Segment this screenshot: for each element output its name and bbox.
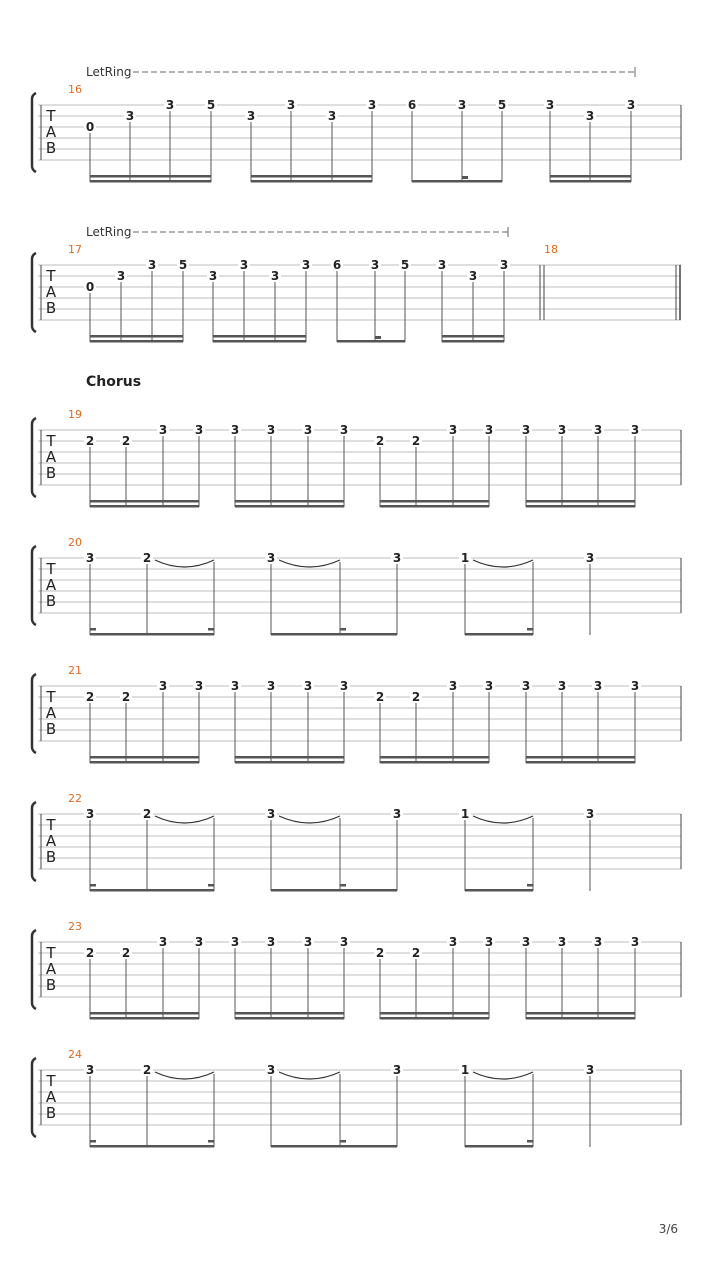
beam-stub	[208, 628, 214, 631]
beam	[550, 175, 631, 178]
beam	[90, 633, 214, 636]
tab-clef-letter: A	[45, 960, 57, 978]
fret-number: 3	[521, 935, 531, 949]
tab-clef-letter: B	[45, 848, 57, 866]
beam	[271, 1145, 397, 1148]
fret-number: 3	[585, 109, 595, 123]
tie-arc	[473, 816, 533, 823]
fret-number: 3	[339, 935, 349, 949]
fret-number: 2	[121, 690, 131, 704]
fret-number: 3	[270, 269, 280, 283]
fret-number: 3	[448, 679, 458, 693]
fret-number: 1	[460, 1063, 470, 1077]
tab-clef-letter: B	[45, 720, 57, 738]
fret-number: 3	[301, 258, 311, 272]
fret-number: 3	[593, 679, 603, 693]
fret-number: 5	[206, 98, 216, 112]
fret-number: 6	[407, 98, 417, 112]
fret-number: 3	[85, 551, 95, 565]
fret-number: 3	[593, 935, 603, 949]
fret-number: 3	[630, 679, 640, 693]
fret-number: 2	[121, 434, 131, 448]
measure-number: 21	[68, 664, 82, 677]
system-bracket	[32, 546, 36, 625]
beam	[235, 761, 344, 764]
beam	[526, 756, 635, 759]
fret-number: 2	[411, 690, 421, 704]
beam-stub	[340, 1140, 346, 1143]
tab-clef-letter: A	[45, 1088, 57, 1106]
beam	[90, 505, 199, 508]
fret-number: 2	[375, 946, 385, 960]
beam-stub	[527, 1140, 533, 1143]
tie-arc	[155, 1072, 214, 1079]
fret-number: 1	[460, 551, 470, 565]
beam	[90, 1012, 199, 1015]
beam-stub	[527, 884, 533, 887]
beam	[90, 1017, 199, 1020]
fret-number: 3	[266, 935, 276, 949]
fret-number: 3	[194, 935, 204, 949]
fret-number: 3	[521, 423, 531, 437]
fret-number: 3	[626, 98, 636, 112]
fret-number: 2	[142, 807, 152, 821]
tab-clef-letter: B	[45, 592, 57, 610]
fret-number: 2	[411, 434, 421, 448]
fret-number: 3	[367, 98, 377, 112]
beam-stub	[90, 1140, 96, 1143]
tab-clef-letter: A	[45, 832, 57, 850]
beam-stub	[527, 628, 533, 631]
tab-clef-letter: B	[45, 976, 57, 994]
beam	[465, 889, 533, 892]
tab-clef-letter: T	[46, 107, 56, 125]
fret-number: 3	[303, 935, 313, 949]
system-bracket	[32, 930, 36, 1009]
fret-number: 5	[400, 258, 410, 272]
beam	[380, 1012, 489, 1015]
fret-number: 3	[85, 807, 95, 821]
fret-number: 3	[630, 935, 640, 949]
fret-number: 3	[194, 423, 204, 437]
beam-stub	[462, 176, 468, 179]
beam	[90, 180, 211, 183]
fret-number: 3	[370, 258, 380, 272]
fret-number: 3	[499, 258, 509, 272]
let-ring-label: LetRing	[86, 65, 132, 79]
fret-number: 0	[85, 120, 95, 134]
beam	[235, 1017, 344, 1020]
tab-clef-letter: A	[45, 123, 57, 141]
beam	[90, 889, 214, 892]
fret-number: 3	[484, 935, 494, 949]
beam	[251, 180, 372, 183]
tie-arc	[473, 560, 533, 567]
tab-clef-letter: T	[46, 944, 56, 962]
beam	[550, 180, 631, 183]
fret-number: 2	[142, 1063, 152, 1077]
fret-number: 3	[593, 423, 603, 437]
fret-number: 6	[332, 258, 342, 272]
beam	[90, 175, 211, 178]
fret-number: 3	[230, 679, 240, 693]
section-label: Chorus	[86, 374, 142, 390]
beam	[90, 756, 199, 759]
fret-number: 3	[585, 551, 595, 565]
beam-stub	[90, 628, 96, 631]
fret-number: 3	[339, 679, 349, 693]
fret-number: 3	[630, 423, 640, 437]
measure-number: 19	[68, 408, 82, 421]
fret-number: 3	[484, 423, 494, 437]
beam	[271, 889, 397, 892]
fret-number: 2	[85, 434, 95, 448]
system-bracket	[32, 1058, 36, 1137]
fret-number: 3	[125, 109, 135, 123]
fret-number: 3	[557, 423, 567, 437]
tab-clef-letter: T	[46, 688, 56, 706]
beam	[213, 335, 306, 338]
fret-number: 3	[116, 269, 126, 283]
beam	[380, 1017, 489, 1020]
fret-number: 3	[392, 1063, 402, 1077]
fret-number: 2	[375, 434, 385, 448]
fret-number: 3	[85, 1063, 95, 1077]
tab-clef-letter: A	[45, 283, 57, 301]
system-bracket	[32, 253, 36, 332]
tab-clef-letter: T	[46, 1072, 56, 1090]
beam	[526, 500, 635, 503]
beam	[442, 340, 504, 343]
tie-arc	[155, 560, 214, 567]
tab-clef-letter: A	[45, 576, 57, 594]
measure-number: 17	[68, 243, 82, 256]
measure-number: 16	[68, 83, 82, 96]
fret-number: 3	[208, 269, 218, 283]
measure-number: 20	[68, 536, 82, 549]
fret-number: 3	[239, 258, 249, 272]
fret-number: 3	[266, 1063, 276, 1077]
fret-number: 3	[585, 1063, 595, 1077]
fret-number: 2	[85, 690, 95, 704]
fret-number: 0	[85, 280, 95, 294]
fret-number: 3	[158, 679, 168, 693]
beam-stub	[340, 884, 346, 887]
fret-number: 3	[230, 935, 240, 949]
measure-number: 23	[68, 920, 82, 933]
fret-number: 3	[448, 935, 458, 949]
fret-number: 3	[147, 258, 157, 272]
beam	[526, 505, 635, 508]
beam	[90, 340, 183, 343]
beam-stub	[208, 884, 214, 887]
system-bracket	[32, 93, 36, 172]
fret-number: 2	[411, 946, 421, 960]
fret-number: 3	[246, 109, 256, 123]
beam	[235, 1012, 344, 1015]
fret-number: 3	[448, 423, 458, 437]
fret-number: 3	[557, 679, 567, 693]
beam	[235, 756, 344, 759]
page-number: 3/6	[658, 1222, 678, 1236]
fret-number: 3	[158, 423, 168, 437]
beam	[526, 1017, 635, 1020]
fret-number: 3	[303, 423, 313, 437]
tab-clef-letter: A	[45, 704, 57, 722]
fret-number: 3	[545, 98, 555, 112]
beam	[380, 761, 489, 764]
beam	[90, 1145, 214, 1148]
fret-number: 3	[585, 807, 595, 821]
fret-number: 3	[158, 935, 168, 949]
beam	[90, 500, 199, 503]
beam	[526, 761, 635, 764]
fret-number: 3	[286, 98, 296, 112]
beam	[526, 1012, 635, 1015]
fret-number: 5	[178, 258, 188, 272]
fret-number: 3	[392, 551, 402, 565]
beam	[412, 180, 502, 183]
beam	[213, 340, 306, 343]
fret-number: 3	[437, 258, 447, 272]
system-bracket	[32, 802, 36, 881]
beam-stub	[90, 884, 96, 887]
fret-number: 3	[266, 807, 276, 821]
fret-number: 3	[230, 423, 240, 437]
tie-arc	[279, 560, 340, 567]
beam	[380, 505, 489, 508]
beam-stub	[340, 628, 346, 631]
measure-number: 18	[544, 243, 558, 256]
fret-number: 5	[497, 98, 507, 112]
fret-number: 2	[375, 690, 385, 704]
tab-clef-letter: T	[46, 267, 56, 285]
tie-arc	[279, 816, 340, 823]
tab-clef-letter: A	[45, 448, 57, 466]
fret-number: 2	[121, 946, 131, 960]
beam	[251, 175, 372, 178]
tab-clef-letter: B	[45, 299, 57, 317]
fret-number: 3	[266, 551, 276, 565]
measure-number: 22	[68, 792, 82, 805]
fret-number: 3	[392, 807, 402, 821]
beam	[337, 340, 405, 343]
beam	[465, 633, 533, 636]
fret-number: 3	[468, 269, 478, 283]
fret-number: 3	[484, 679, 494, 693]
fret-number: 2	[85, 946, 95, 960]
fret-number: 1	[460, 807, 470, 821]
fret-number: 3	[266, 423, 276, 437]
tab-clef-letter: B	[45, 1104, 57, 1122]
tab-clef-letter: T	[46, 432, 56, 450]
beam	[235, 500, 344, 503]
beam	[235, 505, 344, 508]
beam	[380, 756, 489, 759]
measure-number: 24	[68, 1048, 82, 1061]
fret-number: 3	[457, 98, 467, 112]
beam	[90, 335, 183, 338]
tab-clef-letter: B	[45, 139, 57, 157]
fret-number: 3	[266, 679, 276, 693]
tie-arc	[473, 1072, 533, 1079]
beam-stub	[375, 336, 381, 339]
beam	[380, 500, 489, 503]
fret-number: 2	[142, 551, 152, 565]
fret-number: 3	[339, 423, 349, 437]
let-ring-label: LetRing	[86, 225, 132, 239]
fret-number: 3	[165, 98, 175, 112]
beam	[465, 1145, 533, 1148]
fret-number: 3	[327, 109, 337, 123]
beam	[90, 761, 199, 764]
tab-clef-letter: B	[45, 464, 57, 482]
fret-number: 3	[194, 679, 204, 693]
beam	[442, 335, 504, 338]
tie-arc	[279, 1072, 340, 1079]
system-bracket	[32, 674, 36, 753]
system-bracket	[32, 418, 36, 497]
fret-number: 3	[303, 679, 313, 693]
fret-number: 3	[521, 679, 531, 693]
tab-clef-letter: T	[46, 560, 56, 578]
beam	[271, 633, 397, 636]
tie-arc	[155, 816, 214, 823]
tab-clef-letter: T	[46, 816, 56, 834]
beam-stub	[208, 1140, 214, 1143]
fret-number: 3	[557, 935, 567, 949]
